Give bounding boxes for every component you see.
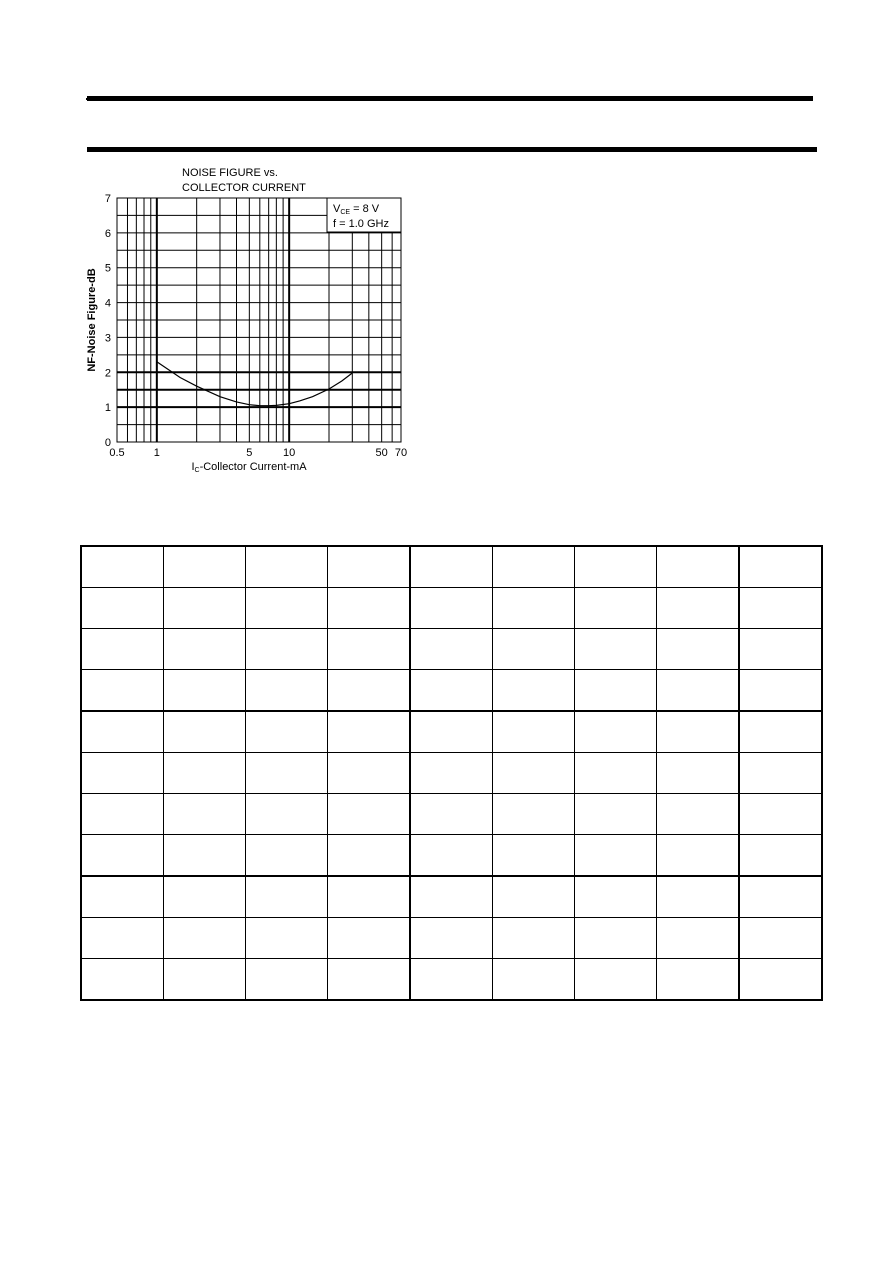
table-cell xyxy=(328,711,411,753)
table-cell xyxy=(575,876,657,918)
table-cell xyxy=(164,670,246,712)
table-cell xyxy=(246,918,328,959)
x-tick-label: 1 xyxy=(153,447,160,459)
table-cell xyxy=(657,670,740,712)
table-cell xyxy=(410,835,493,877)
table-cell xyxy=(328,918,411,959)
table-cell xyxy=(246,670,328,712)
header-rule-bottom xyxy=(87,147,817,152)
table-cell xyxy=(493,876,575,918)
header-rule-tick xyxy=(86,98,89,100)
y-tick-label: 0 xyxy=(104,437,111,449)
annotation-frequency: f = 1.0 GHz xyxy=(333,218,389,230)
table-cell xyxy=(81,711,164,753)
table-cell xyxy=(493,670,575,712)
table-cell xyxy=(739,835,822,877)
table-cell xyxy=(246,794,328,835)
table-cell xyxy=(164,876,246,918)
table-cell xyxy=(493,794,575,835)
table-cell xyxy=(81,753,164,794)
table-cell xyxy=(246,876,328,918)
table-cell xyxy=(328,546,411,588)
table-cell xyxy=(246,835,328,877)
table-row xyxy=(81,835,822,877)
table-cell xyxy=(164,794,246,835)
table-cell xyxy=(410,794,493,835)
table-cell xyxy=(575,546,657,588)
table-cell xyxy=(410,753,493,794)
table-cell xyxy=(81,629,164,670)
empty-grid-table xyxy=(80,545,823,1001)
table-cell xyxy=(81,959,164,1001)
table-cell xyxy=(493,959,575,1001)
table-cell xyxy=(739,794,822,835)
table-cell xyxy=(328,876,411,918)
table-cell xyxy=(81,794,164,835)
table-cell xyxy=(575,918,657,959)
table-row xyxy=(81,753,822,794)
table-cell xyxy=(164,753,246,794)
table-cell xyxy=(657,876,740,918)
table-cell xyxy=(739,918,822,959)
table-row xyxy=(81,794,822,835)
table-cell xyxy=(81,546,164,588)
table-cell xyxy=(328,629,411,670)
table-cell xyxy=(164,835,246,877)
table-cell xyxy=(81,876,164,918)
table-cell xyxy=(739,711,822,753)
chart-annotation xyxy=(327,198,401,232)
table-cell xyxy=(164,588,246,629)
table-row xyxy=(81,711,822,753)
series-line xyxy=(157,362,352,406)
table-cell xyxy=(657,835,740,877)
chart-svg xyxy=(80,160,420,480)
annotation-vce: VCE = 8 V xyxy=(333,203,380,216)
table-row xyxy=(81,918,822,959)
y-tick-label: 2 xyxy=(104,367,111,380)
table-row xyxy=(81,959,822,1001)
table-cell xyxy=(246,959,328,1001)
table-cell xyxy=(575,959,657,1001)
table-cell xyxy=(328,670,411,712)
y-tick-label: 7 xyxy=(104,193,111,205)
table-cell xyxy=(739,959,822,1001)
x-tick-label: 70 xyxy=(394,447,408,459)
table-cell xyxy=(164,629,246,670)
table-cell xyxy=(657,753,740,794)
table-cell xyxy=(739,588,822,629)
table-cell xyxy=(328,959,411,1001)
table-row xyxy=(81,588,822,629)
table-cell xyxy=(246,629,328,670)
x-tick-label: 50 xyxy=(375,447,388,459)
table-cell xyxy=(410,546,493,588)
table-cell xyxy=(246,753,328,794)
table-row xyxy=(81,670,822,712)
table-cell xyxy=(493,629,575,670)
table-cell xyxy=(81,588,164,629)
y-tick-label: 3 xyxy=(104,332,111,345)
header-rule-top xyxy=(87,96,813,101)
table-cell xyxy=(657,918,740,959)
table-cell xyxy=(246,711,328,753)
table-cell xyxy=(328,753,411,794)
y-tick-label: 4 xyxy=(104,297,111,310)
table-cell xyxy=(410,588,493,629)
table-cell xyxy=(657,588,740,629)
table-cell xyxy=(328,588,411,629)
table-cell xyxy=(493,711,575,753)
table-cell xyxy=(575,670,657,712)
table-cell xyxy=(657,794,740,835)
chart-title-line-2: COLLECTOR CURRENT xyxy=(182,182,306,194)
table-row xyxy=(81,876,822,918)
table-row xyxy=(81,546,822,588)
table-cell xyxy=(493,835,575,877)
table-cell xyxy=(575,753,657,794)
table-cell xyxy=(575,629,657,670)
table-cell xyxy=(493,588,575,629)
table-cell xyxy=(81,835,164,877)
table-cell xyxy=(410,918,493,959)
table-cell xyxy=(575,588,657,629)
table-cell xyxy=(81,918,164,959)
x-tick-label: 0.5 xyxy=(109,447,125,459)
table-cell xyxy=(246,546,328,588)
table-cell xyxy=(657,959,740,1001)
table-cell xyxy=(164,711,246,753)
table-cell xyxy=(657,546,740,588)
table-cell xyxy=(328,794,411,835)
table-cell xyxy=(657,711,740,753)
table-cell xyxy=(246,588,328,629)
table-cell xyxy=(493,918,575,959)
table-cell xyxy=(410,876,493,918)
noise-figure-chart xyxy=(80,160,420,480)
table-cell xyxy=(739,546,822,588)
y-tick-label: 5 xyxy=(104,262,111,275)
table-cell xyxy=(657,629,740,670)
x-tick-label: 10 xyxy=(283,447,296,459)
table-cell xyxy=(164,959,246,1001)
table-cell xyxy=(575,794,657,835)
table-cell xyxy=(410,711,493,753)
table-cell xyxy=(739,670,822,712)
x-axis-label: IC-Collector Current-mA xyxy=(191,461,307,474)
y-tick-label: 6 xyxy=(104,227,111,240)
table-cell xyxy=(575,835,657,877)
table-row xyxy=(81,629,822,670)
y-tick-label: 1 xyxy=(104,402,111,415)
table-cell xyxy=(410,959,493,1001)
x-tick-label: 5 xyxy=(246,447,253,459)
table-cell xyxy=(493,753,575,794)
table-cell xyxy=(164,546,246,588)
table-cell xyxy=(739,629,822,670)
table-cell xyxy=(575,711,657,753)
table-cell xyxy=(81,670,164,712)
table-cell xyxy=(328,835,411,877)
table-cell xyxy=(410,629,493,670)
chart-series xyxy=(157,362,352,406)
table-cell xyxy=(164,918,246,959)
chart-title-line-1: NOISE FIGURE vs. xyxy=(182,167,278,179)
table-cell xyxy=(739,876,822,918)
y-axis-label: NF-Noise Figure-dB xyxy=(86,268,98,372)
table-cell xyxy=(493,546,575,588)
table-cell xyxy=(739,753,822,794)
table-cell xyxy=(410,670,493,712)
